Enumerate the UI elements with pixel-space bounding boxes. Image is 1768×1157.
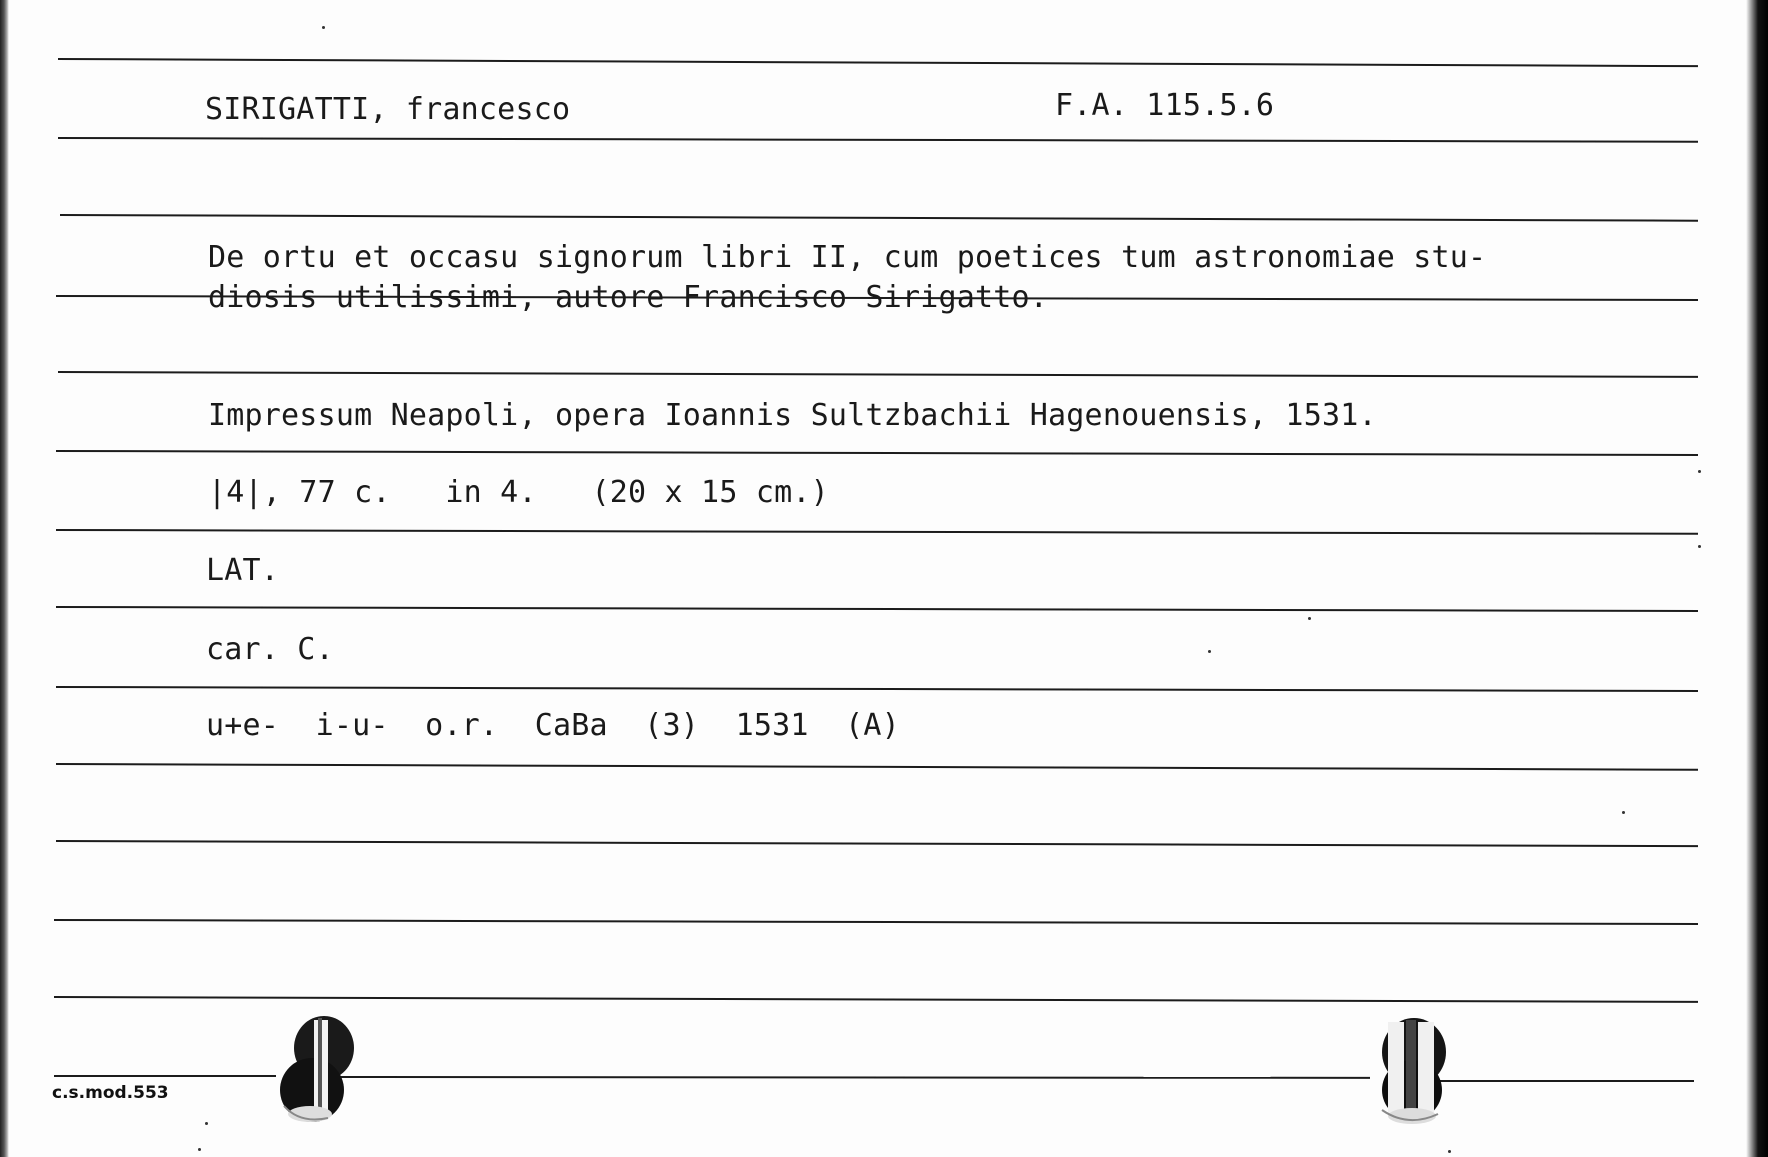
author-heading: SIRIGATTI, francesco (205, 92, 571, 127)
ruled-line (56, 686, 1698, 692)
speck (205, 1122, 208, 1125)
speck (1208, 650, 1211, 653)
ruled-line (58, 58, 1698, 67)
ruled-line (340, 1076, 1370, 1079)
collation: |4|, 77 c. in 4. (20 x 15 cm.) (208, 475, 829, 510)
ruled-line (56, 529, 1698, 535)
ruled-line (1438, 1080, 1694, 1082)
title-line-2: diosis utilissimi, autore Francisco Sirigatto. (208, 280, 1049, 315)
ruled-line (54, 1075, 276, 1077)
ruled-line (56, 840, 1698, 847)
ruled-line (58, 371, 1698, 378)
right-binder-hole (1368, 1010, 1460, 1130)
ruled-line (58, 137, 1698, 143)
speck (322, 26, 325, 29)
card-right-edge (1746, 0, 1768, 1157)
shelfmark: F.A. 115.5.6 (1055, 88, 1275, 123)
left-binder-hole (270, 1010, 362, 1130)
speck (1698, 470, 1701, 473)
type-description: car. C. (206, 632, 334, 667)
speck (1308, 617, 1311, 620)
speck (198, 1148, 201, 1151)
imprint: Impressum Neapoli, opera Ioannis Sultzbachii Hagenouensis, 1531. (208, 398, 1377, 433)
ruled-line (56, 763, 1698, 771)
ruled-line (54, 919, 1698, 925)
card-left-edge (0, 0, 9, 1157)
form-code-label: c.s.mod.553 (52, 1083, 169, 1103)
fingerprint: u+e- i-u- o.r. CaBa (3) 1531 (A) (206, 708, 900, 743)
ruled-line (56, 606, 1698, 612)
ruled-line (54, 996, 1698, 1003)
speck (1448, 1150, 1451, 1153)
speck (1622, 811, 1625, 814)
title-line-1: De ortu et occasu signorum libri II, cum poetices tum astronomiae stu- (208, 240, 1487, 275)
ruled-line (56, 450, 1698, 456)
language: LAT. (206, 553, 280, 588)
speck (1698, 545, 1701, 548)
ruled-line (60, 214, 1698, 222)
